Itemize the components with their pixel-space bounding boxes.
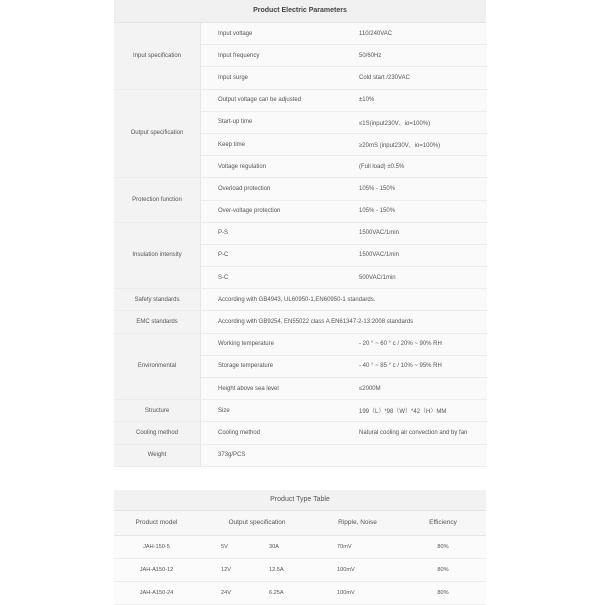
param-row	[114, 311, 487, 333]
param-group-name: EMC standards	[114, 311, 201, 333]
header-output-specification: Output specification	[228, 519, 286, 526]
param-label: Cooling method	[201, 422, 360, 444]
param-value: ≥20mS (input230V、io=100%)	[359, 133, 487, 155]
param-row	[114, 333, 487, 355]
table-row	[114, 536, 486, 559]
param-full-value: According with GB9254, EN55022 class A EN61347-2-13:2008 standards	[201, 311, 488, 333]
electric-parameters-table	[114, 23, 487, 467]
header-product-model: Product model	[135, 519, 178, 526]
param-value: 1500VAC/1min	[359, 222, 487, 244]
efficiency-cell: 80%	[437, 567, 449, 573]
product-model-cell: JAH-150-5	[143, 544, 170, 550]
param-label: Input frequency	[201, 45, 360, 67]
electric-parameters-section	[114, 0, 486, 467]
param-value: ≤1S(input230V、io=100%)	[359, 111, 487, 133]
product-model-cell: JAH-A150-24	[139, 590, 174, 596]
param-row	[114, 422, 487, 444]
param-label: P-C	[201, 244, 360, 266]
param-value: ≤2000M	[359, 378, 487, 400]
param-group-name: Protection function	[114, 178, 201, 222]
product-type-header	[114, 511, 486, 536]
param-label: Output voltage can be adjusted	[201, 89, 360, 111]
param-group-name: Structure	[114, 400, 201, 422]
param-group-name: Cooling method	[114, 422, 201, 444]
efficiency-cell: 80%	[437, 590, 449, 596]
output-voltage-cell: 24V	[221, 590, 231, 596]
param-group-name: Environmental	[114, 333, 201, 400]
param-label: Overload protection	[201, 178, 360, 200]
param-group-name: Input specification	[114, 23, 201, 89]
output-voltage-cell: 5V	[221, 544, 228, 550]
param-value: - 20 ° ~ 60 ° c / 20% ~ 90% RH	[359, 333, 487, 355]
param-value: - 40 ° ~ 85 ° c / 10% ~ 95% RH	[359, 355, 487, 377]
ripple-noise-cell: 100mV	[337, 567, 355, 573]
param-value: 105% - 150%	[359, 200, 487, 222]
output-voltage-cell: 12V	[221, 567, 231, 573]
param-value: 50/60Hz	[359, 45, 487, 67]
ripple-noise-cell: 70mV	[337, 544, 352, 550]
param-value: 105% - 150%	[359, 178, 487, 200]
param-label: Keep time	[201, 133, 360, 155]
header-ripple-noise: Ripple, Noise	[338, 519, 377, 526]
param-label: S-C	[201, 267, 360, 289]
param-row	[114, 444, 487, 466]
ripple-noise-cell: 100mV	[337, 590, 355, 596]
output-current-cell: 12.5A	[269, 567, 284, 573]
param-label: P-S	[201, 222, 360, 244]
param-label: Start-up time	[201, 111, 360, 133]
param-row	[114, 222, 487, 244]
param-full-value: 373g/PCS	[201, 444, 488, 466]
param-value: ±10%	[359, 89, 487, 111]
param-label: Height above sea level	[201, 378, 360, 400]
param-row	[114, 23, 487, 45]
param-label: Working temperature	[201, 333, 360, 355]
param-row	[114, 178, 487, 200]
electric-parameters-title: Product Electric Parameters	[114, 0, 486, 23]
param-full-value: According with GB4943, UL60950-1,EN60950-1 standards.	[201, 289, 488, 311]
param-value: 500VAC/1min	[359, 267, 487, 289]
param-group-name: Output specification	[114, 89, 201, 178]
param-row	[114, 400, 487, 422]
table-row	[114, 582, 486, 605]
param-value: (Full load) ±0.5%	[359, 156, 487, 178]
param-row	[114, 289, 487, 311]
param-label: Input voltage	[201, 23, 360, 45]
param-group-name: Weight	[114, 444, 201, 466]
product-type-rows	[114, 536, 486, 605]
param-label: Over-voltage protection	[201, 200, 360, 222]
param-value: Cold start /230VAC	[359, 67, 487, 89]
param-group-name: Insulation intensity	[114, 222, 201, 289]
param-label: Input surge	[201, 67, 360, 89]
param-label: Size	[201, 400, 360, 422]
param-label: Voltage regulation	[201, 156, 360, 178]
param-row	[114, 89, 487, 111]
param-value: 110/240VAC	[359, 23, 487, 45]
param-value: 199（L）*98（W）*42（H）MM	[359, 400, 487, 422]
table-row	[114, 559, 486, 582]
param-label: Storage temperature	[201, 355, 360, 377]
param-value: Natural cooling air convection and by fan	[359, 422, 487, 444]
product-model-cell: JAH-A150-12	[139, 567, 174, 573]
efficiency-cell: 80%	[437, 544, 449, 550]
param-group-name: Safety standards	[114, 289, 201, 311]
product-type-title: Product Type Table	[114, 490, 486, 511]
header-efficiency: Efficiency	[429, 519, 457, 526]
param-value: 1500VAC/1min	[359, 244, 487, 266]
output-current-cell: 30A	[269, 544, 279, 550]
output-current-cell: 6.25A	[269, 590, 284, 596]
product-type-section	[114, 490, 486, 605]
